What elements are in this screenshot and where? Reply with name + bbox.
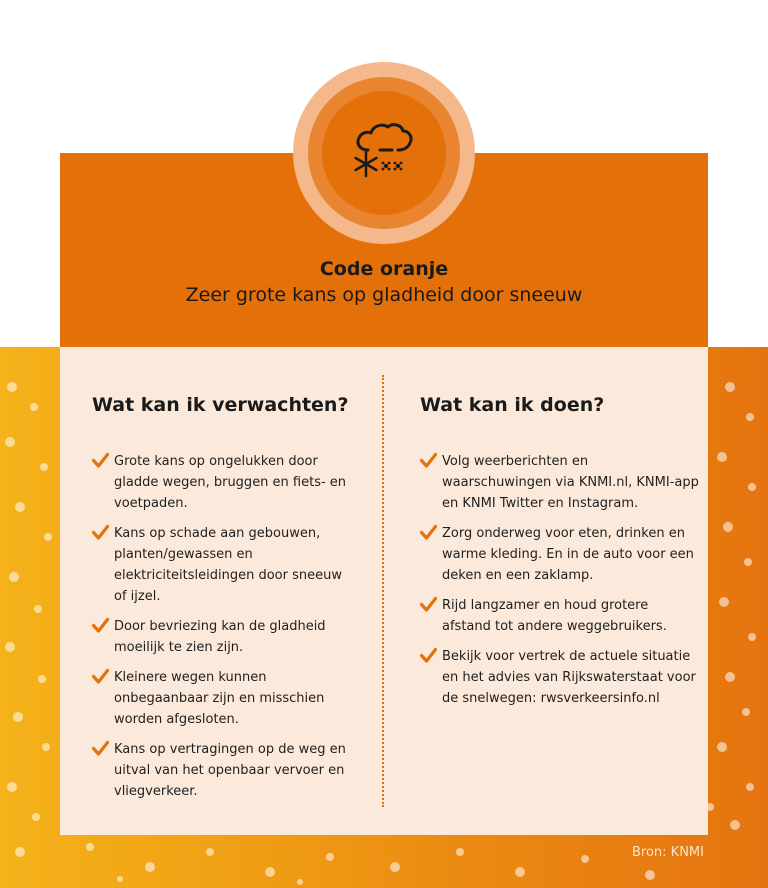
column-divider bbox=[382, 375, 384, 807]
expectation-item bbox=[92, 523, 358, 607]
action-item bbox=[420, 523, 700, 586]
checkmark-icon bbox=[92, 668, 109, 685]
expectation-item bbox=[92, 739, 358, 802]
alert-level-title: Code oranje bbox=[319, 258, 449, 280]
expectation-text: Grote kans op ongelukken door gladde wegen, bruggen en fiets- en voetpaden. bbox=[114, 454, 347, 511]
checkmark-icon bbox=[420, 452, 437, 469]
action-item bbox=[420, 451, 700, 514]
action-text: Zorg onderweg voor eten, drinken en warme kleding. En in de auto voor een deken en een zaklamp. bbox=[442, 526, 694, 583]
checkmark-icon bbox=[92, 452, 109, 469]
expectation-text: Kans op schade aan gebouwen, planten/gewassen en elektriciteitsleidingen door sneeuw of ijzel. bbox=[114, 526, 342, 604]
expectation-text: Kans op vertragingen op de weg en uitval van het openbaar vervoer en vliegverkeer. bbox=[114, 742, 346, 799]
action-text: Rijd langzamer en houd grotere afstand tot andere weggebruikers. bbox=[442, 598, 667, 634]
expectation-item bbox=[92, 616, 358, 658]
info-panel bbox=[60, 347, 708, 835]
actions-heading: Wat kan ik doen? bbox=[420, 394, 605, 416]
action-item bbox=[420, 595, 700, 637]
action-text: Volg weerberichten en waarschuwingen via KNMI.nl, KNMI-app en KNMI Twitter en Instagram. bbox=[442, 454, 699, 511]
expectation-text: Kleinere wegen kunnen onbegaanbaar zijn en misschien worden afgesloten. bbox=[114, 670, 325, 727]
alert-description: Zeer grote kans op gladheid door sneeuw bbox=[185, 284, 583, 306]
checkmark-icon bbox=[92, 524, 109, 541]
action-item bbox=[420, 646, 700, 709]
action-text: Bekijk voor vertrek de actuele situatie en het advies van Rijkswaterstaat voor de snelwegen: rwsverkeersinfo.nl bbox=[442, 649, 696, 706]
checkmark-icon bbox=[92, 740, 109, 757]
cloud-snow-icon bbox=[346, 120, 420, 184]
checkmark-icon bbox=[420, 596, 437, 613]
expectation-text: Door bevriezing kan de gladheid moeilijk te zien zijn. bbox=[114, 619, 326, 655]
source-credit: Bron: KNMI bbox=[632, 845, 704, 860]
expectation-item bbox=[92, 451, 358, 514]
checkmark-icon bbox=[92, 617, 109, 634]
expectations-heading: Wat kan ik verwachten? bbox=[92, 394, 349, 416]
expectation-item bbox=[92, 667, 358, 730]
actions-list bbox=[420, 451, 700, 718]
checkmark-icon bbox=[420, 524, 437, 541]
checkmark-icon bbox=[420, 647, 437, 664]
expectations-list bbox=[92, 451, 358, 811]
